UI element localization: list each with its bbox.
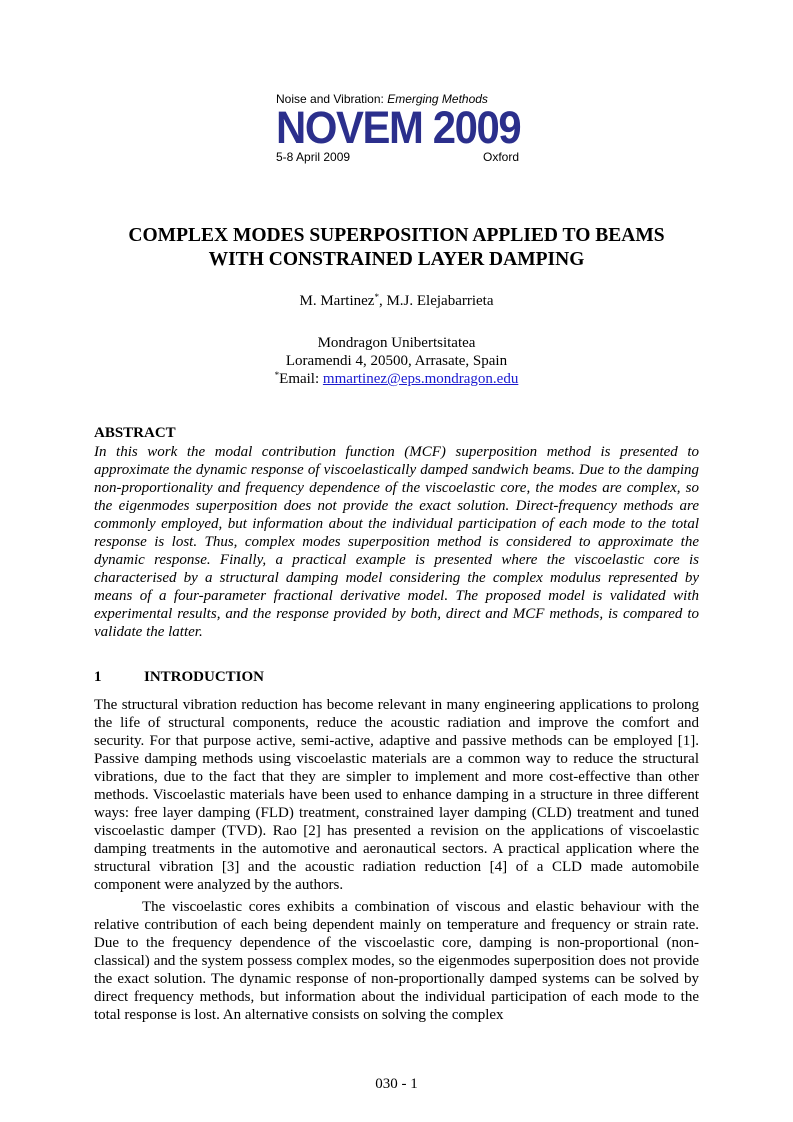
paper-title-line-2: WITH CONSTRAINED LAYER DAMPING: [208, 249, 585, 270]
email-mark: *: [274, 370, 280, 380]
affiliation-address: Loramendi 4, 20500, Arrasate, Spain: [285, 353, 508, 369]
author-primary: M. Martinez: [299, 293, 375, 309]
author-coauthors: , M.J. Elejabarrieta: [378, 293, 494, 309]
page-number: 030 - 1: [375, 1076, 418, 1092]
affiliation-institution: Mondragon Unibertsitatea: [317, 335, 476, 351]
corresponding-author-mark: *: [374, 292, 379, 302]
affiliation-block: [0, 334, 793, 388]
paper-title: [60, 224, 733, 272]
conference-logo-text: NOVEM 2009: [276, 102, 521, 153]
conference-dates: 5-8 April 2009: [276, 150, 351, 164]
affiliation-email-line: [0, 370, 793, 388]
conference-series-label: Noise and Vibration:: [276, 92, 384, 106]
section-number: 1: [94, 669, 102, 685]
abstract-text: In this work the modal contribution function (MCF) superposition method is presented to approximate the dynamic response of viscoelastically damped sandwich beams. Due to the damping non-proportionality and frequency dependence of the viscoelastic core, the modes are complex, so the eigenmodes superposition does not provide the exact solution. Direct-frequency methods are commonly employed, but information about the individual participation of each mode to the total response is lost. Thus, complex modes superposition method is considered to approximate the dynamic response. Finally, a practical example is presented where the viscoelastic core is characterised by a structural damping model considering the complex modulus represented by means of a four-parameter fractional derivative model. The proposed model is validated with experimental results, and the response provided by both, direct and MCF methods, is compared to validate the latter.: [94, 444, 699, 640]
conference-header: [276, 92, 519, 164]
conference-place: Oxford: [482, 150, 519, 164]
introduction-paragraph-1: The structural vibration reduction has become relevant in many engineering applications to prolong the life of structural components, reduce the acoustic radiation and improve the comfort and security. For that purpose active, semi-active, adaptive and passive methods can be employed [1]. Passive damping methods using viscoelastic materials are a common way to reduce the structural vibrations, due to the fact that they are simpler to implement and more cost-effective than other methods. Viscoelastic materials have been used to enhance damping in a structure in three different ways: free layer damping (FLD) treatment, constrained layer damping (CLD) treatment and tuned viscoelastic damper (TVD). Rao [2] has presented a revision on the applications of viscoelastic damping treatments in the automotive and aeronautical sectors. A practical application where the structural vibration [3] and the acoustic radiation reduction [4] of a CLD made automobile component were analyzed by the authors.: [94, 697, 699, 893]
section-title: INTRODUCTION: [144, 669, 265, 685]
author-list: [0, 292, 793, 310]
paper-title-line-1: COMPLEX MODES SUPERPOSITION APPLIED TO BEAMS: [128, 225, 665, 246]
email-link[interactable]: mmartinez@eps.mondragon.edu: [322, 371, 519, 387]
email-label: Email:: [279, 371, 323, 387]
conference-series-subtitle: Emerging Methods: [387, 92, 488, 106]
abstract-heading: ABSTRACT: [94, 425, 176, 441]
introduction-heading: [94, 668, 699, 686]
introduction-paragraph-2: The viscoelastic cores exhibits a combination of viscous and elastic behaviour with the relative contribution of each being dependent mainly on temperature and frequency or strain rate. Due to the frequency dependence of the viscoelastic core, damping is non-proportional (non-classical) and the system possess complex modes, so the eigenmodes superposition does not provide the exact solution. The dynamic response of non-proportionally damped systems can be solved by direct frequency methods, but information about the individual participation of each mode to the total response is lost. An alternative consists on solving the complex: [94, 899, 699, 1023]
